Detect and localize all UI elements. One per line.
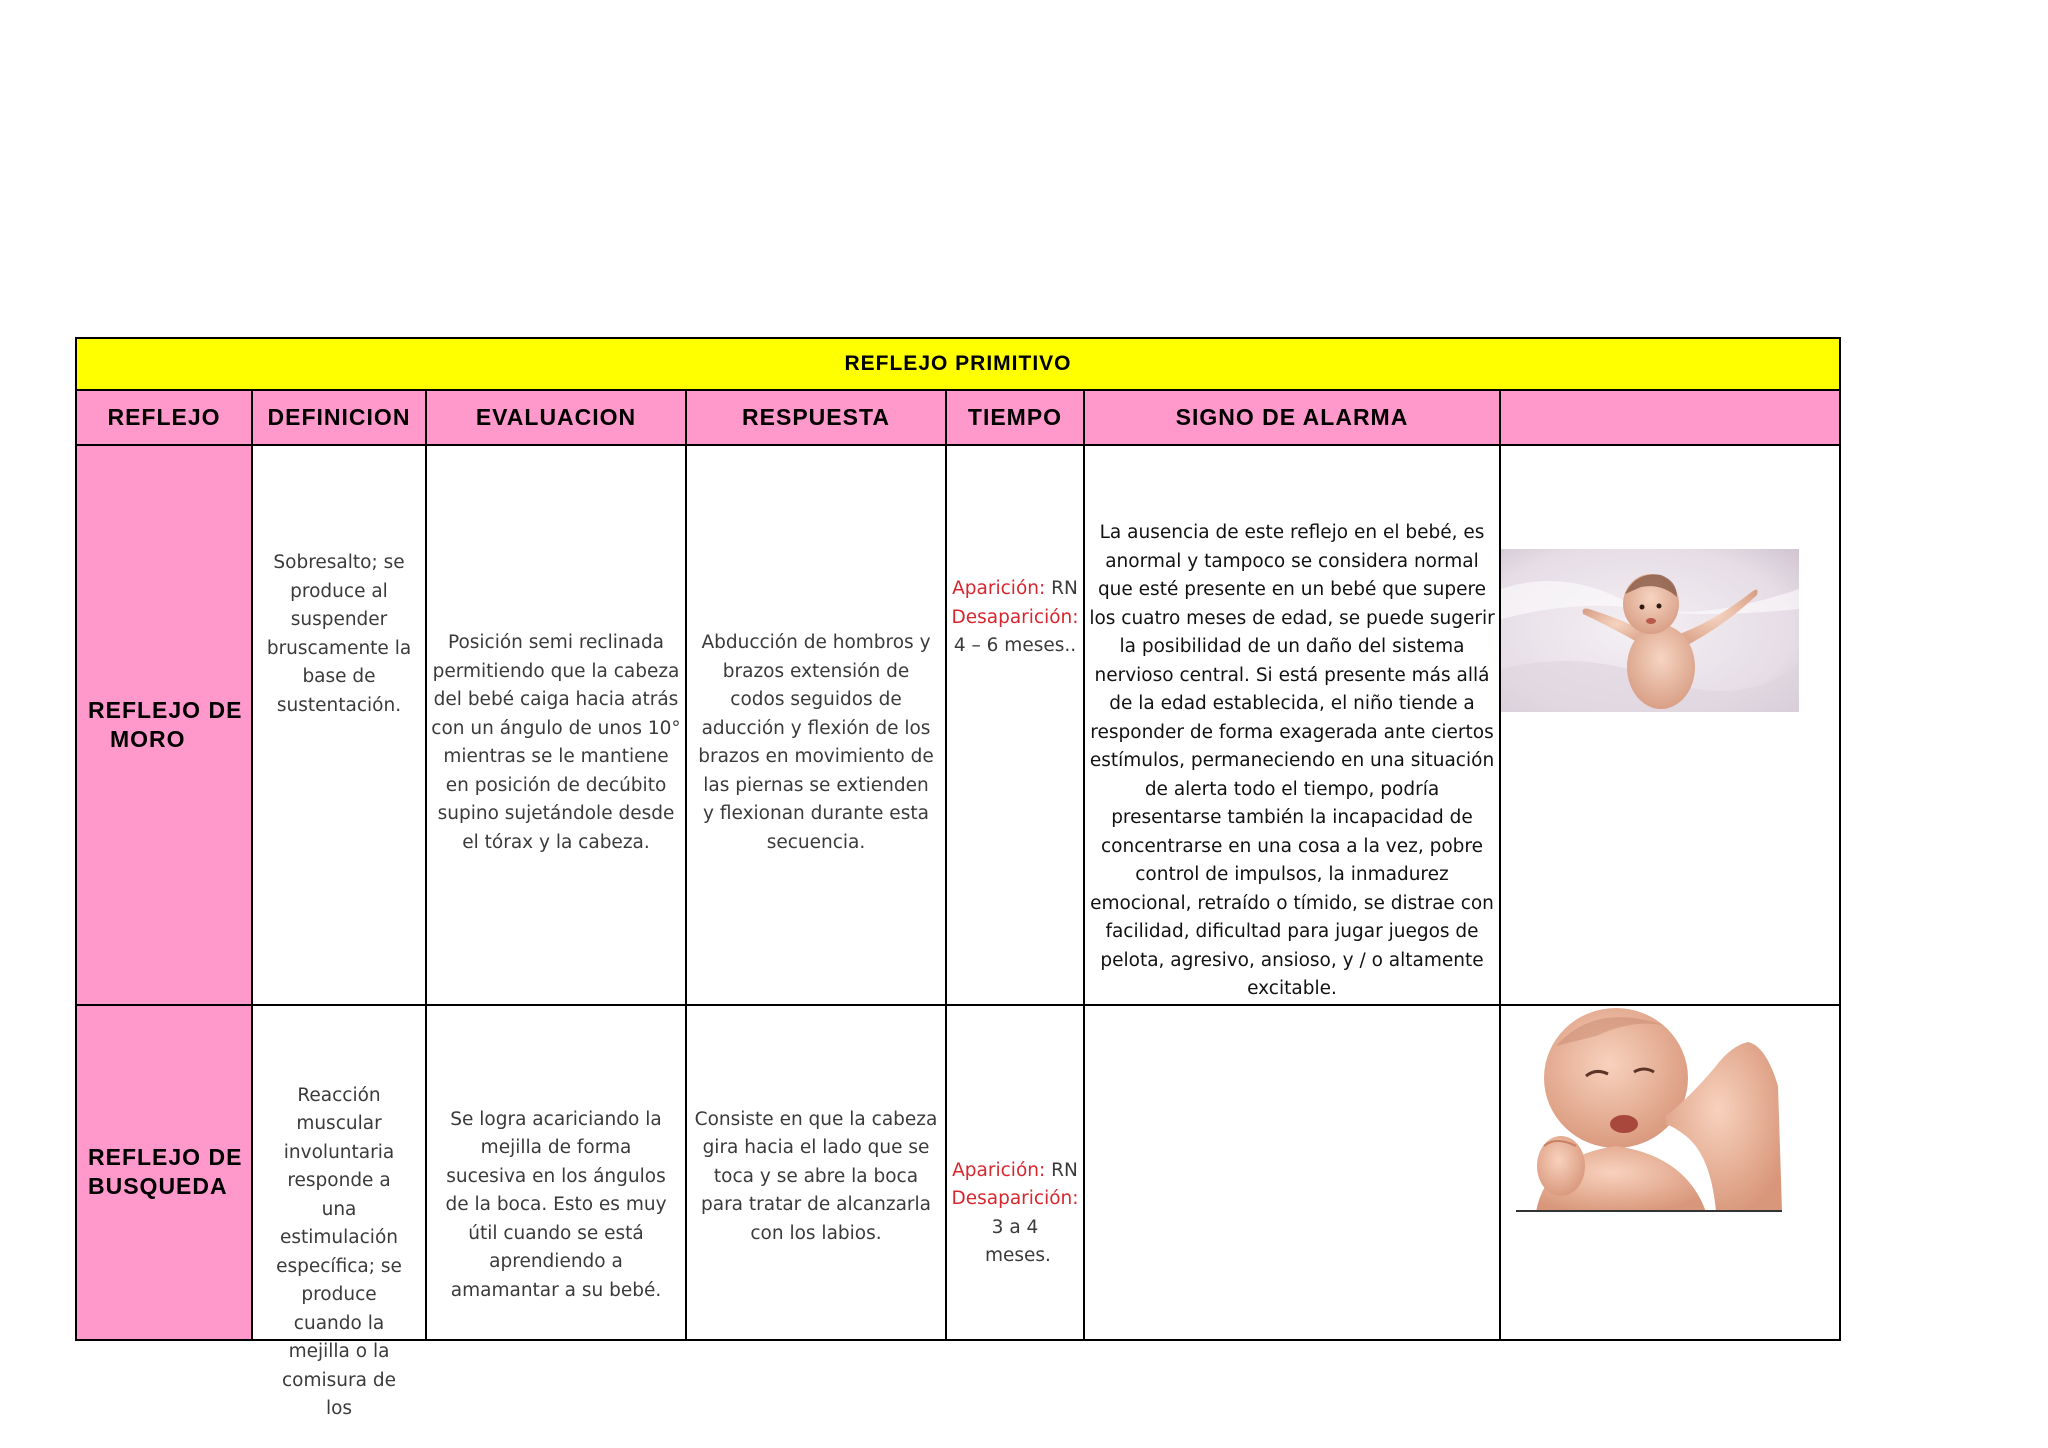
header-definicion: DEFINICION xyxy=(252,390,426,445)
evaluacion-text: Se logra acariciando la mejilla de forma sucesiva en los ángulos de la boca. Esto es muy útil cuando se está aprendiendo a amamantar a su bebé. xyxy=(445,1108,667,1301)
reflejo-name-line: REFLEJO DE xyxy=(88,1144,243,1170)
header-image xyxy=(1500,390,1840,445)
desaparicion-label: Desaparición: xyxy=(951,606,1079,628)
reflejo-name-cell xyxy=(76,445,252,1005)
desaparicion-value: 3 a 4 meses. xyxy=(985,1216,1051,1266)
reflejo-primitivo-table xyxy=(75,337,1841,1419)
respuesta-text: Consiste en que la cabeza gira hacia el lado que se toca y se abre la boca para tratar de alcanzarla con los labios. xyxy=(694,1108,938,1244)
table-title: REFLEJO PRIMITIVO xyxy=(76,338,1840,390)
reflejo-name xyxy=(77,696,251,754)
reflejo-name xyxy=(77,1143,251,1201)
aparicion-value: RN xyxy=(1051,1159,1078,1181)
reflejo-name-cell xyxy=(76,1005,252,1340)
header-tiempo: TIEMPO xyxy=(946,390,1084,445)
reflejo-name-line: MORO xyxy=(110,725,186,752)
desaparicion-value: 4 – 6 meses.. xyxy=(953,635,1077,656)
signo-alarma-text: La ausencia de este reflejo en el bebé, es anormal y tampoco se considera normal que esté presente en un bebé que supere los cuatro meses de edad, se puede sugerir la posibilidad de un daño del sistema nervioso central. Si está presente más allá de la edad establecida, el niño tiende a responder de forma exagerada ante ciertos estímulos, permaneciendo en una situación de alerta todo el tiempo, podría presentarse también la incapacidad de concentrarse en una cosa a la vez, pobre control de impulsos, la inmadurez emocional, retraído o tímido, se distrae con facilidad, dificultad para jugar juegos de pelota, agresivo, ansioso, y / o altamente excitable. xyxy=(1089,522,1495,999)
definicion-text: Sobresalto; se produce al suspender bruscamente la base de sustentación. xyxy=(266,552,412,716)
reflejo-name-line: REFLEJO DE xyxy=(88,696,243,723)
desaparicion-label: Desaparición: xyxy=(951,1188,1079,1209)
evaluacion-text: Posición semi reclinada permitiendo que la cabeza del bebé caiga hacia atrás con un ángulo de unos 10° mientras se le mantiene en posición de decúbito supino sujetándole desde el tórax y la cabeza. xyxy=(431,632,681,853)
baby-moro-photo xyxy=(1501,549,1799,712)
header-reflejo: REFLEJO xyxy=(76,390,252,445)
table-row xyxy=(76,1005,1840,1340)
tiempo-text xyxy=(947,1006,1083,1271)
aparicion-label: Aparición: xyxy=(952,578,1046,599)
respuesta-text: Abducción de hombros y brazos extensión de codos seguidos de aducción y flexión de los brazos en movimiento de las piernas se extienden y flexionan durante esta secuencia. xyxy=(698,632,934,853)
baby-rooting-photo xyxy=(1516,1006,1782,1212)
header-row xyxy=(76,390,1840,445)
definicion-text: Reacción muscular involuntaria responde a una estimulación específica; se produce cuando la mejilla o la comisura de los xyxy=(276,1084,402,1419)
header-evaluacion: EVALUACION xyxy=(426,390,686,445)
tiempo-text xyxy=(947,446,1083,661)
reflejo-name-line: BUSQUEDA xyxy=(88,1173,228,1199)
table-row xyxy=(76,445,1840,1005)
header-respuesta: RESPUESTA xyxy=(686,390,946,445)
aparicion-label: Aparición: xyxy=(952,1159,1046,1181)
header-signo-alarma: SIGNO DE ALARMA xyxy=(1084,390,1500,445)
aparicion-value: RN xyxy=(1051,578,1078,599)
